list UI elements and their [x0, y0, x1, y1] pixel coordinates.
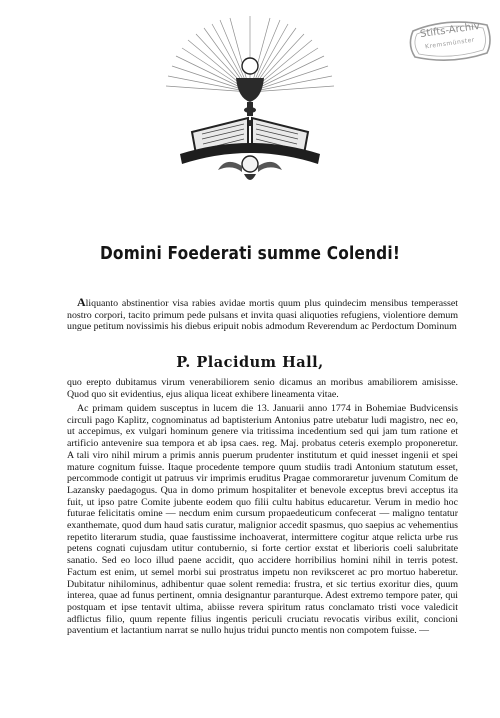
intro-text: liquanto abstinentior visa rabies avidae mortis quum plus quindecim mensibus temperasset nostro corpori, tacito primum pede pulsans et invita quasi aliquoties refugiens, violentiore demum ungue petitum novissimis his diebus eripuit nobis admodum Reverendum ac Perdoctum Dominum [67, 298, 458, 333]
intro-dropcap: A [77, 295, 86, 309]
page-title: Domini Foederati summe Colendi! [99, 244, 401, 264]
stamp-label: Stifts-Archiv [419, 20, 481, 41]
after-name-paragraph: quo erepto dubitamus virum venerabiliorem senio dicamus an moribus amabiliorem amisisse. Quod quo sit evidentius, ejus aliqua liceat exhibere lineamenta vitae. [67, 377, 458, 400]
deceased-name: P. Placidum Hall, [176, 354, 324, 371]
chalice-icon [160, 14, 340, 186]
chalice-vignette [160, 14, 340, 186]
intro-paragraph [67, 297, 458, 333]
stamp-sublabel: Kremsmünster [424, 36, 476, 51]
biography-paragraph: Ac primam quidem susceptus in lucem die 13. Januarii anno 1774 in Bohemiae Budvicensis circuli pago Kaplitz, cognominatus ad baptisterium Antonius patre utebatur ludi magistro, nec eo, ut accepimus, ex vulgari hominum genere via tritissima incedentium sed qui jam tum ratione et artificio antevenire sua tempora et ab ipsa caes. reg. Maj. probatus ceteris exemplo proponeretur. A tali viro nihil mirum a primis annis puerum prudenter institutum et quid inesset ingenii et spei mature cognitum fuisse. Itaque procedente tempore quum studiis tradi Antonium statutum esset, percommode contigit ut patruus vir imprimis eruditus Pragae commoraretur juvenum Comitum de Lazansky paedagogus. Qua in domo primum hospitaliter et benevole exceptus brevi acceptus ita fuit, ut ipso patre Comite jubente eodem quo filii cultu habitus educaretur. Verum in medio hoc futurae felicitatis omine — necdum enim cursum propaedeuticum confecerat — maligno tentatur exanthemate, quod dum haud satis curatur, malignior accedit spasmus, quo saepius ac vehementius repetito literarum studia, quae faustissime inchoaverat, intermittere cogitur atque relicta urbe rus petens cognati cujusdam utitur contubernio, si forte certior exstat et liberioris coeli salubritate sanatio. Sed eo loco illud paene accidit, quo accidere horribilius homini nihil in terris potest. Factum est enim, ut semel morbi sui prostratus impetu non reviksceret ac pro mortuo haberetur. Dubitatur nihilominus, adhibentur quae solent remedia: frustra, et sic tertius exoritur dies, quum interea, quae ad funus pertinent, omnia designantur paranturque. Adest extremo tempore pater, qui postquam et ipse tentavit ultima, abiisse revera spiritum ratus conclamato tristi voce valedicit adflictus filio, quum repente filius ingentis periculi cruciatu revocatis viribus exilit, concioni paventium et lactantium narrat se nullo hujus tridui puncto mentis non compotem fuisse. — [67, 403, 458, 637]
archive-stamp [407, 17, 493, 63]
